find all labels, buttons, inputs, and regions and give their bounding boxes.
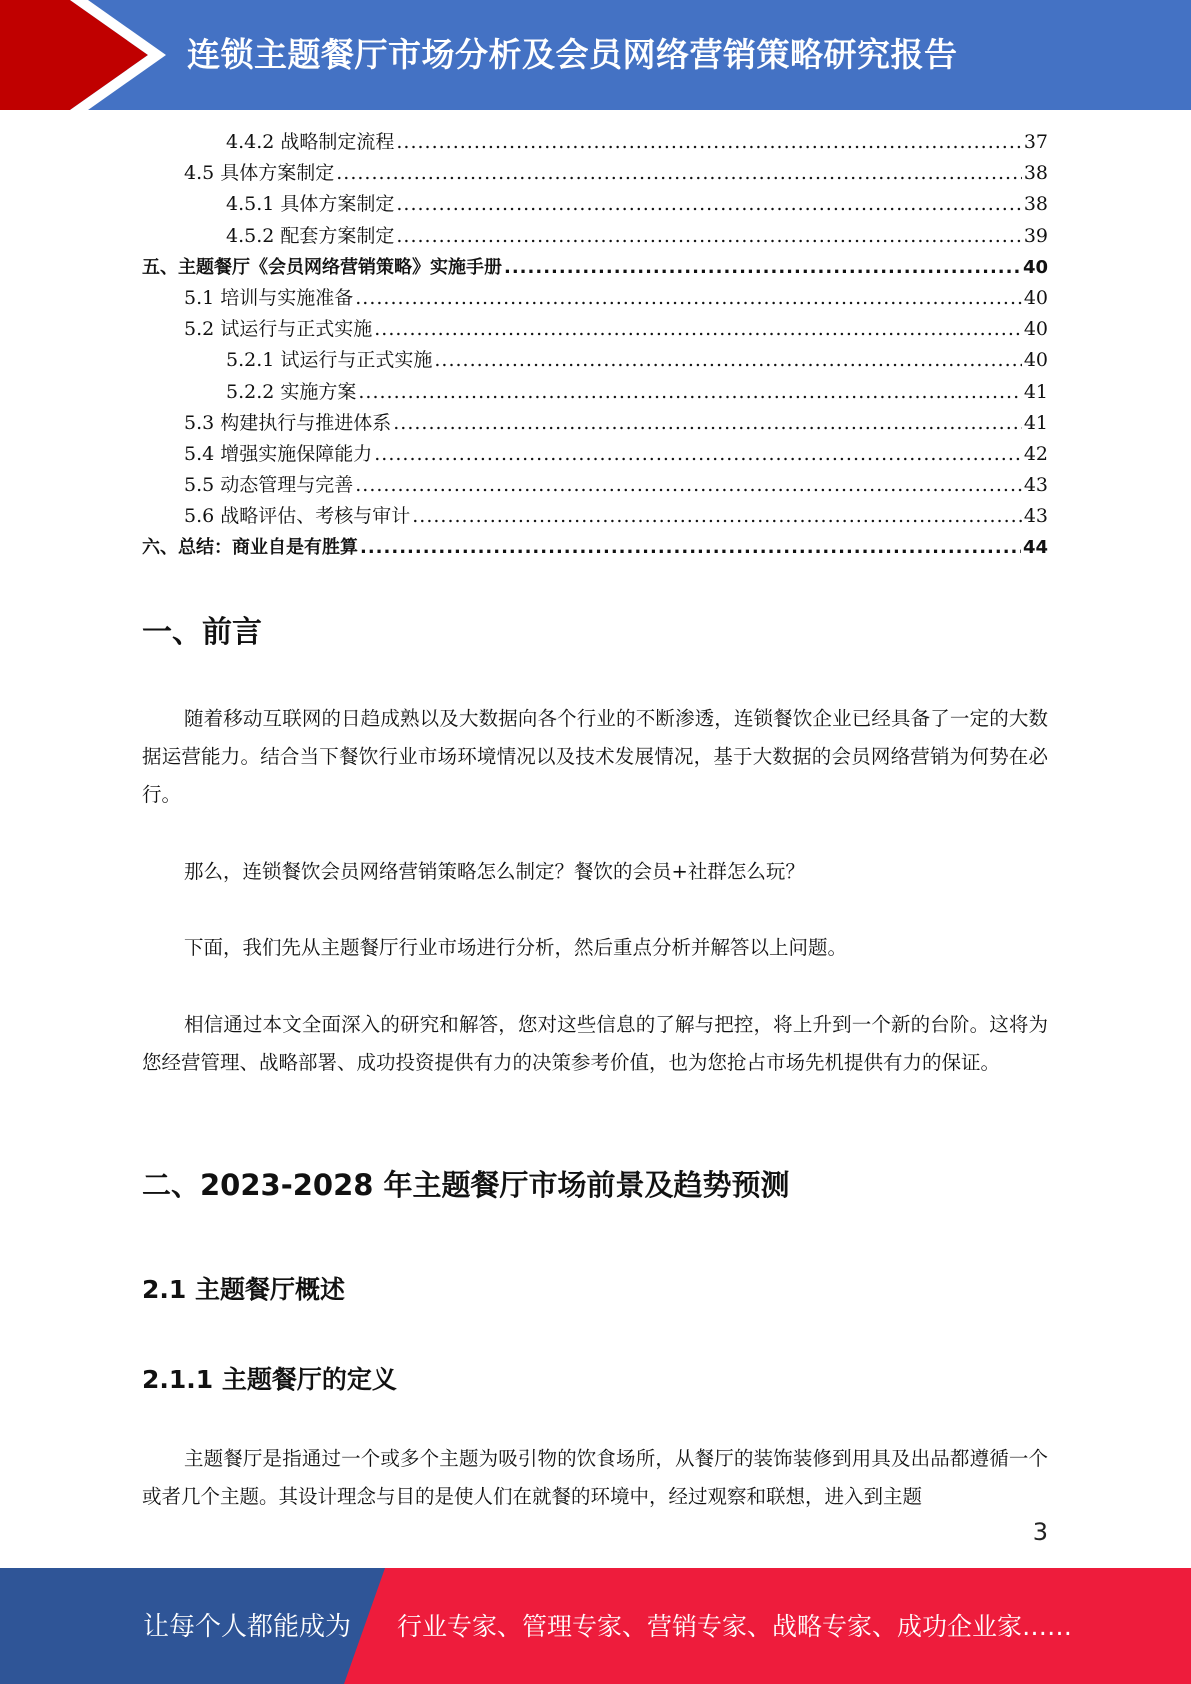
toc-entry-page: 42: [1023, 442, 1048, 465]
toc-entry[interactable]: [142, 439, 1048, 470]
toc-entry-page: 40: [1022, 256, 1048, 278]
toc-entry-label: 5.2.1 试运行与正式实施: [226, 349, 433, 372]
heading-chapter-2: 二、2023-2028 年主题餐厅市场前景及趋势预测: [142, 1168, 790, 1202]
table-of-contents: [142, 127, 1048, 564]
toc-entry[interactable]: [142, 221, 1048, 252]
toc-leader-dots: [355, 470, 1022, 501]
toc-entry-label: 5.2 试运行与正式实施: [184, 318, 373, 341]
paragraph-5: 主题餐厅是指通过一个或多个主题为吸引物的饮食场所，从餐厅的装饰装修到用具及出品都遵循一个或者几个主题。其设计理念与目的是使人们在就餐的环境中，经过观察和联想，进入到主题: [142, 1447, 1048, 1508]
report-title: 连锁主题餐厅市场分析及会员网络营销策略研究报告: [187, 35, 958, 74]
toc-leader-dots: [396, 189, 1021, 220]
footer-slogan-right: 行业专家、管理专家、营销专家、战略专家、成功企业家……: [397, 1612, 1073, 1641]
toc-entry[interactable]: [142, 470, 1048, 501]
toc-leader-dots: [434, 345, 1021, 376]
toc-entry-label: 5.4 增强实施保障能力: [184, 442, 373, 465]
toc-leader-dots: [374, 314, 1022, 345]
toc-entry-label: 5.6 战略评估、考核与审计: [184, 505, 411, 528]
toc-leader-dots: [504, 252, 1021, 283]
toc-entry[interactable]: [142, 189, 1048, 220]
toc-entry-page: 43: [1023, 505, 1048, 528]
toc-entry[interactable]: [142, 283, 1048, 314]
paragraph-3: 下面，我们先从主题餐厅行业市场进行分析，然后重点分析并解答以上问题。: [184, 936, 848, 959]
toc-entry-label: 4.5 具体方案制定: [184, 162, 335, 185]
toc-entry-page: 38: [1023, 162, 1048, 185]
toc-entry[interactable]: [142, 158, 1048, 189]
page-header: [0, 0, 1191, 110]
toc-entry-label: 4.4.2 战略制定流程: [226, 131, 395, 153]
toc-entry[interactable]: [142, 345, 1048, 376]
toc-entry-page: 40: [1023, 286, 1048, 309]
toc-leader-dots: [336, 158, 1022, 189]
toc-entry-label: 5.2.2 实施方案: [226, 380, 357, 403]
paragraph-2: 那么，连锁餐饮会员网络营销策略怎么制定？餐饮的会员+社群怎么玩？: [184, 860, 805, 883]
toc-entry[interactable]: [142, 501, 1048, 532]
toc-leader-dots: [360, 532, 1021, 563]
toc-entry[interactable]: [142, 377, 1048, 408]
toc-entry-label: 六、总结：商业自是有胜算: [142, 537, 358, 559]
toc-entry-page: 41: [1023, 411, 1048, 434]
footer-slogan-left: 让每个人都能成为: [143, 1612, 352, 1642]
toc-entry-label: 5.5 动态管理与完善: [184, 474, 354, 497]
toc-entry[interactable]: [142, 127, 1048, 158]
toc-entry-label: 5.1 培训与实施准备: [184, 286, 354, 309]
toc-entry-page: 38: [1023, 193, 1048, 216]
heading-2-1: 2.1 主题餐厅概述: [142, 1275, 345, 1304]
toc-leader-dots: [396, 127, 1021, 158]
page-footer: [0, 1568, 1191, 1684]
toc-entry-page: 37: [1023, 131, 1048, 153]
heading-preface: 一、前言: [142, 615, 262, 650]
toc-entry-page: 40: [1023, 318, 1048, 341]
toc-entry-page: 41: [1023, 380, 1048, 403]
toc-leader-dots: [393, 408, 1022, 439]
toc-leader-dots: [355, 283, 1022, 314]
paragraph-1: 随着移动互联网的日趋成熟以及大数据向各个行业的不断渗透，连锁餐饮企业已经具备了一定的大数据运营能力。结合当下餐饮行业市场环境情况以及技术发展情况，基于大数据的会员网络营销为何势在必行。: [142, 707, 1048, 806]
toc-entry[interactable]: [142, 408, 1048, 439]
toc-entry[interactable]: [142, 314, 1048, 345]
toc-leader-dots: [396, 221, 1021, 252]
toc-leader-dots: [374, 439, 1022, 470]
toc-entry-label: 五、主题餐厅《会员网络营销策略》实施手册: [142, 256, 502, 278]
toc-entry[interactable]: [142, 252, 1048, 283]
paragraph-4: 相信通过本文全面深入的研究和解答，您对这些信息的了解与把控，将上升到一个新的台阶。这将为您经营管理、战略部署、成功投资提供有力的决策参考价值，也为您抢占市场先机提供有力的保证。: [142, 1013, 1048, 1074]
page-number: 3: [1032, 1518, 1048, 1546]
toc-leader-dots: [412, 501, 1022, 532]
toc-entry-label: 4.5.2 配套方案制定: [226, 224, 395, 247]
toc-entry-label: 4.5.1 具体方案制定: [226, 193, 395, 216]
toc-entry[interactable]: [142, 532, 1048, 563]
toc-entry-label: 5.3 构建执行与推进体系: [184, 411, 392, 434]
toc-entry-page: 39: [1023, 224, 1048, 247]
toc-entry-page: 43: [1023, 474, 1048, 497]
toc-leader-dots: [358, 377, 1021, 408]
toc-entry-page: 40: [1023, 349, 1048, 372]
toc-entry-page: 44: [1022, 537, 1048, 559]
heading-2-1-1: 2.1.1 主题餐厅的定义: [142, 1365, 397, 1394]
